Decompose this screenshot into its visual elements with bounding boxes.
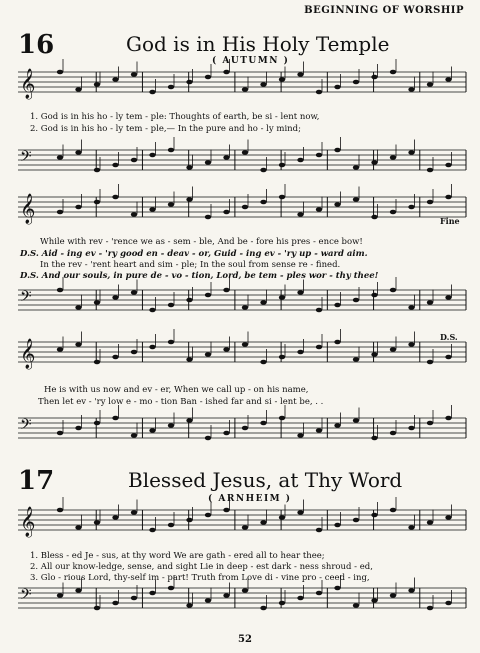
- note-head: [390, 288, 396, 293]
- verse-line: 2. All our know-ledge, sense, and sight Lie in deep - est dark - ness shroud - ed,: [30, 562, 373, 572]
- note-head: [279, 416, 285, 421]
- note-head: [242, 588, 248, 593]
- note-head: [408, 525, 414, 530]
- note-head: [353, 518, 359, 523]
- note-head: [205, 598, 211, 603]
- note-head: [297, 350, 303, 355]
- note-head: [149, 528, 155, 533]
- verse-line: 3. Glo - rious Lord, thy-self im - part! Truth from Love di - vine pro - ceed - ing,: [30, 573, 370, 583]
- note-head: [297, 72, 303, 77]
- note-head: [75, 205, 81, 210]
- note-head: [75, 150, 81, 155]
- note-head: [334, 202, 340, 207]
- verse-line: In the rev - 'rent heart and sim - ple; In the soul from sense re - fined.: [40, 260, 341, 270]
- note-head: [445, 163, 451, 168]
- note-head: [297, 290, 303, 295]
- note-head: [94, 606, 100, 611]
- note-head: [316, 153, 322, 158]
- note-head: [353, 418, 359, 423]
- note-head: [242, 305, 248, 310]
- note-head: [260, 82, 266, 87]
- note-head: [408, 150, 414, 155]
- note-head: [94, 360, 100, 365]
- note-head: [334, 586, 340, 591]
- note-head: [205, 352, 211, 357]
- note-head: [75, 588, 81, 593]
- note-head: [260, 606, 266, 611]
- note-head: [186, 197, 192, 202]
- note-head: [168, 85, 174, 90]
- note-head: [427, 82, 433, 87]
- note-head: [353, 165, 359, 170]
- hymn-title: God is in His Holy Temple: [126, 32, 390, 56]
- note-head: [353, 357, 359, 362]
- note-head: [168, 148, 174, 153]
- note-head: [390, 508, 396, 513]
- note-head: [408, 205, 414, 210]
- treble-clef-icon: 𝄞: [20, 339, 36, 369]
- note-head: [297, 212, 303, 217]
- note-head: [390, 210, 396, 215]
- note-head: [242, 150, 248, 155]
- note-head: [131, 212, 137, 217]
- note-head: [168, 423, 174, 428]
- note-head: [205, 215, 211, 220]
- verse-line: He is with us now and ev - er, When we call up - on his name,: [44, 385, 309, 395]
- note-head: [334, 85, 340, 90]
- tune-name: ( AUTUMN ): [212, 56, 290, 66]
- note-head: [75, 426, 81, 431]
- note-head: [75, 342, 81, 347]
- note-head: [186, 80, 192, 85]
- note-head: [260, 200, 266, 205]
- note-head: [112, 515, 118, 520]
- note-head: [242, 205, 248, 210]
- note-head: [316, 591, 322, 596]
- note-head: [112, 195, 118, 200]
- note-head: [390, 347, 396, 352]
- note-head: [279, 295, 285, 300]
- hymn-number: 17: [18, 466, 55, 496]
- note-head: [334, 523, 340, 528]
- fine-mark: Fine: [440, 216, 460, 226]
- note-head: [297, 510, 303, 515]
- note-head: [445, 77, 451, 82]
- note-head: [186, 603, 192, 608]
- note-head: [408, 305, 414, 310]
- note-head: [297, 433, 303, 438]
- note-head: [168, 340, 174, 345]
- note-head: [334, 340, 340, 345]
- note-head: [390, 70, 396, 75]
- verse-line: 2. God is in his ho - ly tem - ple,— In the pure and ho - ly mind;: [30, 124, 301, 134]
- bass-clef-icon: 𝄢: [20, 288, 32, 309]
- note-head: [131, 350, 137, 355]
- note-head: [149, 207, 155, 212]
- note-head: [445, 195, 451, 200]
- note-head: [279, 355, 285, 360]
- note-head: [57, 210, 63, 215]
- note-head: [94, 82, 100, 87]
- bass-clef-icon: 𝄢: [20, 586, 32, 607]
- note-head: [445, 416, 451, 421]
- note-head: [75, 305, 81, 310]
- note-head: [427, 360, 433, 365]
- note-head: [316, 207, 322, 212]
- note-head: [279, 77, 285, 82]
- verse-line: Then let ev - 'ry low e - mo - tion Ban - ished far and si - lent be, . .: [38, 397, 324, 407]
- treble-clef-icon: 𝄞: [20, 69, 36, 99]
- note-head: [371, 598, 377, 603]
- note-head: [242, 342, 248, 347]
- bass-clef-icon: 𝄢: [20, 148, 32, 169]
- note-head: [223, 210, 229, 215]
- note-head: [168, 202, 174, 207]
- note-head: [445, 355, 451, 360]
- note-head: [260, 300, 266, 305]
- note-head: [427, 300, 433, 305]
- note-head: [75, 525, 81, 530]
- note-head: [149, 591, 155, 596]
- note-head: [371, 293, 377, 298]
- note-head: [316, 428, 322, 433]
- note-head: [260, 520, 266, 525]
- note-head: [427, 168, 433, 173]
- note-head: [205, 160, 211, 165]
- verse-line: D.S. And our souls, in pure de - vo - tion, Lord, be tem - ples wor - thy thee!: [20, 271, 379, 281]
- note-head: [427, 200, 433, 205]
- note-head: [390, 431, 396, 436]
- note-head: [168, 523, 174, 528]
- hymn-number: 16: [18, 30, 55, 60]
- note-head: [149, 345, 155, 350]
- note-head: [186, 298, 192, 303]
- note-head: [242, 426, 248, 431]
- note-head: [205, 436, 211, 441]
- note-head: [279, 601, 285, 606]
- hymn-title: Blessed Jesus, at Thy Word: [128, 468, 403, 492]
- note-head: [427, 421, 433, 426]
- note-head: [260, 360, 266, 365]
- note-head: [149, 153, 155, 158]
- note-head: [334, 148, 340, 153]
- note-head: [57, 70, 63, 75]
- note-head: [371, 352, 377, 357]
- note-head: [149, 90, 155, 95]
- note-head: [408, 87, 414, 92]
- note-head: [112, 355, 118, 360]
- note-head: [112, 163, 118, 168]
- note-head: [186, 165, 192, 170]
- note-head: [353, 197, 359, 202]
- note-head: [94, 520, 100, 525]
- note-head: [279, 515, 285, 520]
- note-head: [316, 90, 322, 95]
- note-head: [57, 593, 63, 598]
- note-head: [279, 195, 285, 200]
- bass-clef-icon: 𝄢: [20, 416, 32, 437]
- note-head: [94, 200, 100, 205]
- note-head: [112, 601, 118, 606]
- section-heading: BEGINNING OF WORSHIP: [304, 5, 464, 16]
- note-head: [57, 155, 63, 160]
- note-head: [131, 596, 137, 601]
- note-head: [316, 345, 322, 350]
- note-head: [279, 163, 285, 168]
- note-head: [205, 513, 211, 518]
- note-head: [371, 513, 377, 518]
- note-head: [131, 158, 137, 163]
- treble-clef-icon: 𝄞: [20, 507, 36, 537]
- note-head: [408, 426, 414, 431]
- note-head: [94, 300, 100, 305]
- note-head: [131, 290, 137, 295]
- note-head: [297, 158, 303, 163]
- note-head: [57, 347, 63, 352]
- note-head: [316, 528, 322, 533]
- note-head: [168, 586, 174, 591]
- note-head: [149, 308, 155, 313]
- note-head: [242, 87, 248, 92]
- note-head: [390, 155, 396, 160]
- note-head: [131, 510, 137, 515]
- note-head: [131, 433, 137, 438]
- verse-line: 1. God is in his ho - ly tem - ple: Thoughts of earth, be si - lent now,: [30, 112, 320, 122]
- note-head: [371, 436, 377, 441]
- note-head: [223, 508, 229, 513]
- verse-line: 1. Bless - ed Je - sus, at thy word We are gath - ered all to hear thee;: [30, 551, 325, 561]
- note-head: [168, 303, 174, 308]
- treble-clef-icon: 𝄞: [20, 194, 36, 224]
- note-head: [353, 80, 359, 85]
- note-head: [353, 298, 359, 303]
- verse-line: While with rev - 'rence we as - sem - ble, And be - fore his pres - ence bow!: [40, 237, 363, 247]
- note-head: [223, 431, 229, 436]
- page-number: 52: [238, 634, 252, 645]
- note-head: [186, 418, 192, 423]
- note-head: [408, 342, 414, 347]
- note-head: [57, 431, 63, 436]
- note-head: [427, 606, 433, 611]
- note-head: [112, 416, 118, 421]
- note-head: [223, 70, 229, 75]
- ds-mark: D.S.: [440, 332, 458, 342]
- note-head: [75, 87, 81, 92]
- note-head: [445, 515, 451, 520]
- note-head: [149, 428, 155, 433]
- note-head: [223, 593, 229, 598]
- note-head: [186, 518, 192, 523]
- note-head: [186, 357, 192, 362]
- note-head: [205, 75, 211, 80]
- note-head: [408, 588, 414, 593]
- note-head: [371, 215, 377, 220]
- note-head: [334, 303, 340, 308]
- note-head: [260, 168, 266, 173]
- note-head: [297, 596, 303, 601]
- note-head: [112, 77, 118, 82]
- note-head: [260, 421, 266, 426]
- note-head: [316, 308, 322, 313]
- note-head: [334, 423, 340, 428]
- note-head: [353, 603, 359, 608]
- tune-name: ( ARNHEIM ): [208, 494, 292, 504]
- note-head: [223, 347, 229, 352]
- note-head: [371, 75, 377, 80]
- note-head: [445, 601, 451, 606]
- verse-line: D.S. Aid - ing ev - 'ry good en - deav - or, Guid - ing ev - 'ry up - ward aim.: [20, 249, 368, 259]
- note-head: [223, 155, 229, 160]
- note-head: [242, 525, 248, 530]
- note-head: [223, 288, 229, 293]
- note-head: [131, 72, 137, 77]
- note-head: [205, 293, 211, 298]
- note-head: [57, 508, 63, 513]
- note-head: [427, 520, 433, 525]
- note-head: [390, 593, 396, 598]
- note-head: [445, 295, 451, 300]
- note-head: [57, 288, 63, 293]
- note-head: [371, 160, 377, 165]
- note-head: [94, 421, 100, 426]
- note-head: [94, 168, 100, 173]
- note-head: [112, 295, 118, 300]
